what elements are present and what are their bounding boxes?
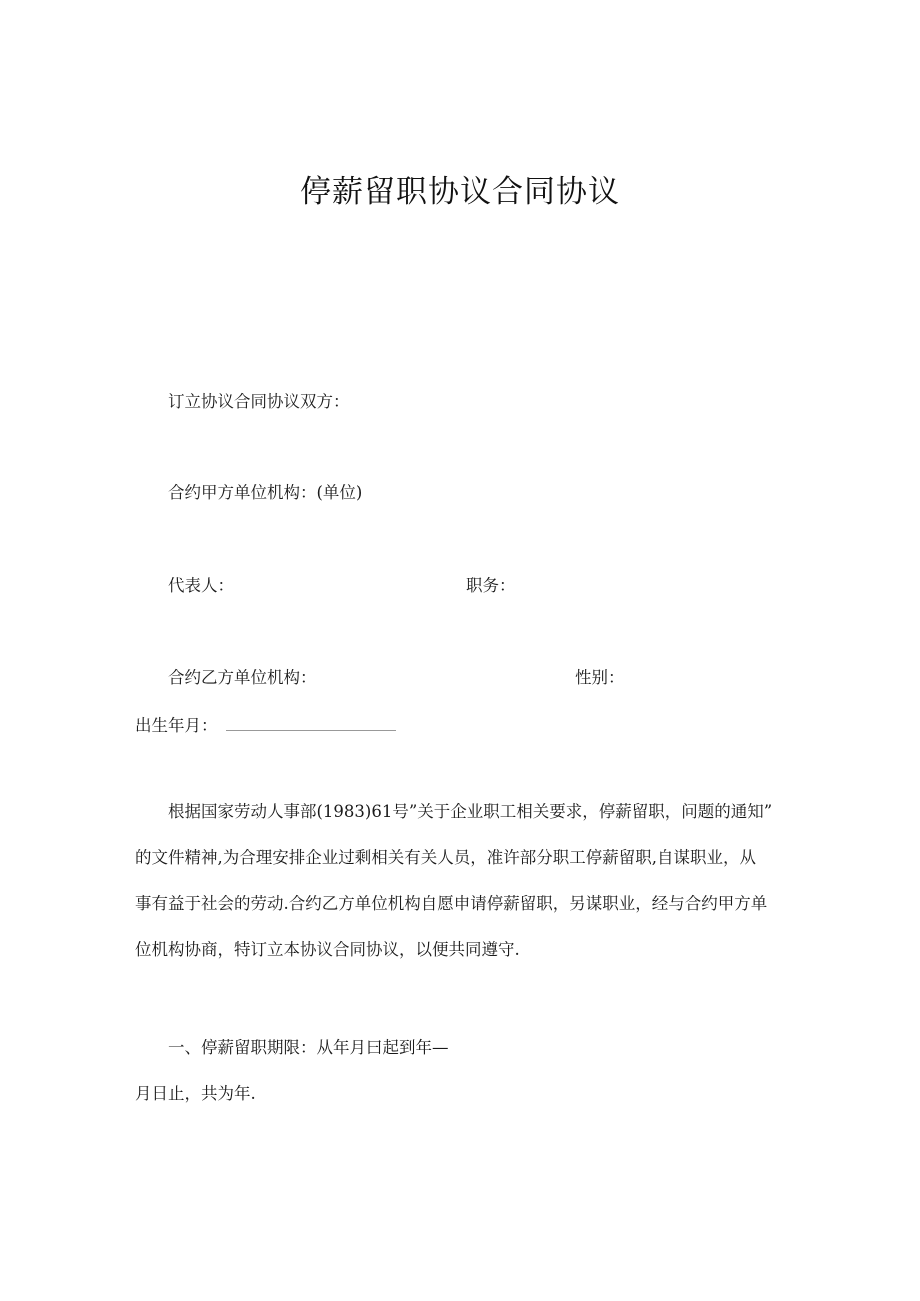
birth-blank-field (226, 716, 396, 731)
party-a-label: 合约甲方单位机构：(单位) (168, 483, 363, 502)
document-title: 停薪留职协议合同协议 (300, 174, 620, 210)
preamble-line: 位机构协商，特订立本协议合同协议，以便共同遵守. (135, 940, 520, 959)
clause-1-line-1: 一、停薪留职期限：从年月曰起到年— (168, 1038, 449, 1057)
clause-1-line-2: 月日止，共为年. (135, 1084, 256, 1103)
preamble-line: 的文件精神,为合理安排企业过剩相关有关人员，准许部分职工停薪留职,自谋职业，从 (135, 848, 756, 867)
party-b-label: 合约乙方单位机构： (168, 668, 317, 687)
preamble-paragraph (135, 789, 795, 973)
preamble-line: 根据国家劳动人事部(1983)61号”关于企业职工相关要求，停薪留职，问题的通知” (168, 802, 773, 821)
parties-heading: 订立协议合同协议双方： (168, 392, 350, 411)
preamble-line: 事有益于社会的劳动.合约乙方单位机构自愿申请停薪留职，另谋职业，经与合约甲方单 (135, 894, 768, 913)
representative-label: 代表人： (168, 576, 234, 595)
position-label: 职务： (466, 576, 516, 595)
birth-label: 出生年月： (135, 716, 218, 735)
birth-row (135, 712, 396, 736)
gender-label: 性别： (575, 668, 625, 687)
